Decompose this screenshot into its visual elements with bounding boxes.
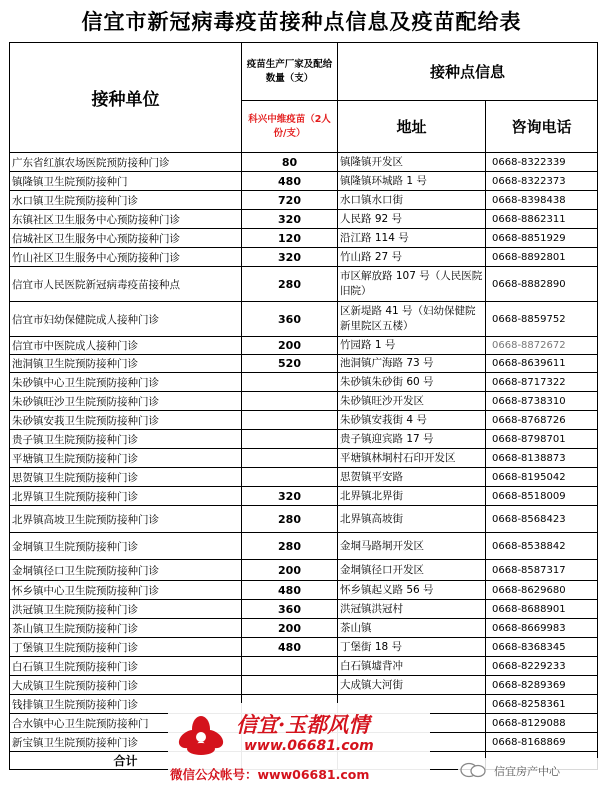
row-phone: 0668-8639611 [486,355,598,373]
row-address: 洪冠镇洪冠村 [338,600,486,619]
row-quantity [242,392,338,411]
row-quantity [242,657,338,676]
row-unit: 竹山社区卫生服务中心预防接种门诊 [10,248,242,267]
row-phone: 0668-8322373 [486,172,598,191]
row-phone: 0668-8398438 [486,191,598,210]
row-address: 贵子镇迎宾路 17 号 [338,430,486,449]
row-address: 竹山路 27 号 [338,248,486,267]
table-row [10,560,598,581]
table-row [10,191,598,210]
table-row [10,619,598,638]
watermark-brand: 信宜·玉都风情 [236,712,370,737]
header-vaccine: 科兴中维疫苗（2人份/支） [242,101,338,153]
table-row [10,337,598,355]
row-unit: 信宜市人民医院新冠病毒疫苗接种点 [10,267,242,302]
wechat-icon [460,762,486,778]
table-row [10,229,598,248]
table-row [10,487,598,506]
table-row [10,172,598,191]
row-address: 竹园路 1 号 [338,337,486,355]
row-quantity: 720 [242,191,338,210]
page-title: 信宜市新冠病毒疫苗接种点信息及疫苗配给表 [81,9,522,34]
account-name: 信宜房产中心 [494,765,560,778]
row-phone: 0668-8258361 [486,695,598,714]
table-row [10,506,598,533]
row-unit: 新宝镇卫生院预防接种门诊 [10,733,242,752]
vaccine-table [9,42,598,770]
row-address: 池洞镇广海路 73 号 [338,355,486,373]
row-address: 朱砂镇安莪街 4 号 [338,411,486,430]
row-unit: 广东省红旗农场医院预防接种门诊 [10,153,242,172]
row-address: 朱砂镇朱砂街 60 号 [338,373,486,392]
row-quantity: 200 [242,619,338,638]
row-unit: 东镇社区卫生服务中心预防接种门诊 [10,210,242,229]
row-quantity: 320 [242,210,338,229]
row-quantity: 200 [242,560,338,581]
table-row [10,638,598,657]
row-quantity [242,430,338,449]
row-phone: 0668-8882890 [486,267,598,302]
row-address: 人民路 92 号 [338,210,486,229]
row-address: 市区解放路 107 号（人民医院旧院） [338,267,486,302]
row-phone: 0668-8688901 [486,600,598,619]
row-phone: 0668-8129088 [486,714,598,733]
row-unit: 金垌镇径口卫生院预防接种门诊 [10,560,242,581]
row-address: 思贺镇平安路 [338,468,486,487]
table-row [10,355,598,373]
row-phone: 0668-8138873 [486,449,598,468]
row-phone: 0668-8851929 [486,229,598,248]
row-unit: 镇隆镇卫生院预防接种门 [10,172,242,191]
row-quantity: 280 [242,506,338,533]
row-unit: 白石镇卫生院预防接种门诊 [10,657,242,676]
row-quantity: 280 [242,267,338,302]
table-row [10,468,598,487]
table-row [10,392,598,411]
watermark [168,703,430,795]
row-unit: 池洞镇卫生院预防接种门诊 [10,355,242,373]
row-quantity: 360 [242,600,338,619]
table-row [10,210,598,229]
row-phone: 0668-8629680 [486,581,598,600]
table-row [10,373,598,392]
row-unit: 朱砂镇中心卫生院预防接种门诊 [10,373,242,392]
row-phone: 0668-8229233 [486,657,598,676]
table-row [10,302,598,337]
header-quantity: 疫苗生产厂家及配给数量（支） [242,43,338,101]
row-phone: 0668-8862311 [486,210,598,229]
row-address: 水口镇水口街 [338,191,486,210]
row-address: 朱砂镇旺沙开发区 [338,392,486,411]
table-row [10,533,598,560]
row-unit: 洪冠镇卫生院预防接种门诊 [10,600,242,619]
row-quantity: 320 [242,487,338,506]
row-unit: 合水镇中心卫生院预防接种门 [10,714,242,733]
row-address: 沿江路 114 号 [338,229,486,248]
row-address: 镇隆镇开发区 [338,153,486,172]
row-quantity: 280 [242,533,338,560]
row-address: 北界镇北界街 [338,487,486,506]
header-phone: 咨询电话 [486,101,598,153]
row-unit: 朱砂镇旺沙卫生院预防接种门诊 [10,392,242,411]
table-row [10,430,598,449]
table-row [10,581,598,600]
row-address: 镇隆镇环城路 1 号 [338,172,486,191]
row-address: 金垌马路垌开发区 [338,533,486,560]
row-unit: 信宜市中医院成人接种门诊 [10,337,242,355]
row-unit: 大成镇卫生院预防接种门诊 [10,676,242,695]
row-address: 白石镇墟背冲 [338,657,486,676]
row-quantity [242,676,338,695]
row-phone: 0668-8768726 [486,411,598,430]
header-unit: 接种单位 [10,43,242,153]
row-quantity: 520 [242,355,338,373]
row-address: 丁堡街 18 号 [338,638,486,657]
row-quantity: 200 [242,337,338,355]
table-row [10,267,598,302]
row-unit: 北界镇卫生院预防接种门诊 [10,487,242,506]
row-phone: 0668-8368345 [486,638,598,657]
account-watermark [458,758,598,782]
row-quantity: 320 [242,248,338,267]
table-row [10,248,598,267]
row-unit: 钱排镇卫生院预防接种门诊 [10,695,242,714]
row-unit: 水口镇卫生院预防接种门诊 [10,191,242,210]
row-phone: 0668-8518009 [486,487,598,506]
row-quantity [242,468,338,487]
row-quantity: 360 [242,302,338,337]
row-address: 北界镇高坡街 [338,506,486,533]
row-phone: 0668-8738310 [486,392,598,411]
row-unit: 北界镇高坡卫生院预防接种门诊 [10,506,242,533]
row-phone: 0668-8892801 [486,248,598,267]
table-row [10,676,598,695]
row-address: 平塘镇林垌村石印开发区 [338,449,486,468]
row-unit: 信城社区卫生服务中心预防接种门诊 [10,229,242,248]
row-address: 怀乡镇起义路 56 号 [338,581,486,600]
row-quantity: 120 [242,229,338,248]
row-phone: 0668-8168869 [486,733,598,752]
row-quantity: 80 [242,153,338,172]
row-phone: 0668-8717322 [486,373,598,392]
row-phone: 0668-8872672 [486,337,598,355]
row-phone: 0668-8568423 [486,506,598,533]
row-address: 茶山镇 [338,619,486,638]
table-row [10,657,598,676]
total-label: 合计 [10,752,242,770]
row-unit: 信宜市妇幼保健院成人接种门诊 [10,302,242,337]
row-quantity [242,373,338,392]
row-unit: 平塘镇卫生院预防接种门诊 [10,449,242,468]
row-quantity [242,449,338,468]
row-unit: 丁堡镇卫生院预防接种门诊 [10,638,242,657]
watermark-wechat: 微信公众帐号：www06681.com [170,767,370,782]
row-phone: 0668-8587317 [486,560,598,581]
header-site: 接种点信息 [338,43,598,101]
row-phone: 0668-8322339 [486,153,598,172]
row-phone: 0668-8538842 [486,533,598,560]
row-phone: 0668-8669983 [486,619,598,638]
flower-logo-icon [174,711,228,765]
row-phone: 0668-8859752 [486,302,598,337]
row-quantity: 480 [242,581,338,600]
row-unit: 金垌镇卫生院预防接种门诊 [10,533,242,560]
row-quantity [242,411,338,430]
row-unit: 怀乡镇中心卫生院预防接种门诊 [10,581,242,600]
row-quantity: 480 [242,638,338,657]
row-unit: 茶山镇卫生院预防接种门诊 [10,619,242,638]
row-address: 区新堤路 41 号（妇幼保健院新里院区五楼） [338,302,486,337]
table-row [10,600,598,619]
row-phone: 0668-8195042 [486,468,598,487]
row-unit: 贵子镇卫生院预防接种门诊 [10,430,242,449]
table-row [10,449,598,468]
row-unit: 朱砂镇安莪卫生院预防接种门诊 [10,411,242,430]
watermark-url: www.06681.com [244,738,374,754]
table-row [10,411,598,430]
row-address: 金垌镇径口开发区 [338,560,486,581]
table-body [10,153,598,752]
row-quantity: 480 [242,172,338,191]
row-unit: 思贺镇卫生院预防接种门诊 [10,468,242,487]
row-phone: 0668-8289369 [486,676,598,695]
row-address: 大成镇大河街 [338,676,486,695]
table-row [10,153,598,172]
row-phone: 0668-8798701 [486,430,598,449]
header-address: 地址 [338,101,486,153]
